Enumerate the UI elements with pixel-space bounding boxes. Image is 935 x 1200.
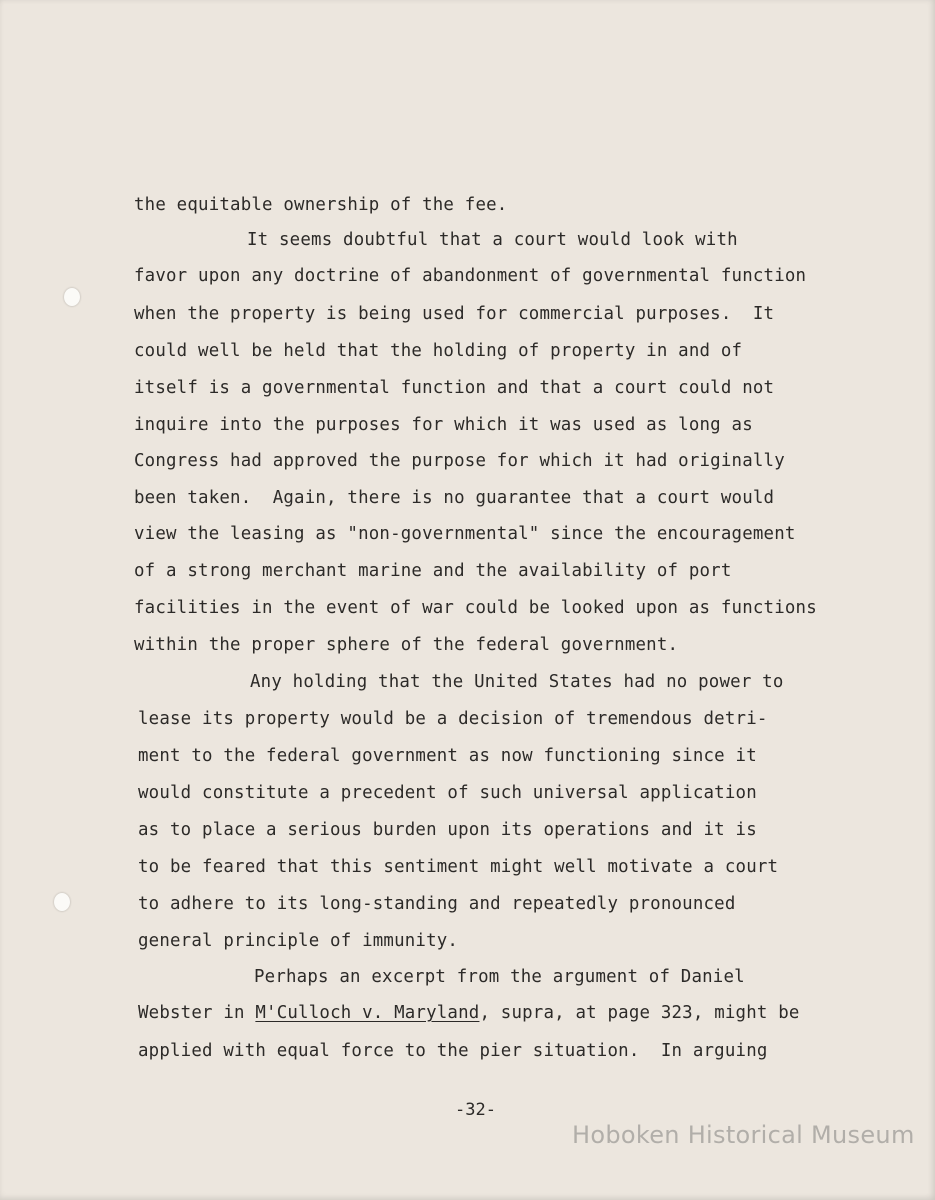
text-line: lease its property would be a decision of tremendous detri- [138,709,768,729]
text-line: would constitute a precedent of such universal application [138,783,757,803]
text-line: inquire into the purposes for which it was used as long as [134,415,753,435]
text-line: as to place a serious burden upon its operations and it is [138,820,757,840]
text-line: It seems doubtful that a court would look with [247,230,738,250]
citation-line [138,1002,800,1024]
museum-watermark: Hoboken Historical Museum [572,1121,915,1149]
text-line: of a strong merchant marine and the availability of port [134,561,732,581]
text-line: view the leasing as "non-governmental" since the encouragement [134,524,796,544]
text-line: general principle of immunity. [138,931,459,951]
text-line: within the proper sphere of the federal government. [134,635,679,655]
case-name: M'Culloch v. Maryland [255,1003,480,1023]
citation-prefix: Webster in [138,1003,256,1023]
text-line: Congress had approved the purpose for which it had originally [134,451,785,471]
text-line: when the property is being used for commercial purposes. It [134,304,775,324]
text-line: ment to the federal government as now functioning since it [138,746,757,766]
text-line: itself is a governmental function and that a court could not [134,378,775,398]
page-number: -32- [455,1100,496,1120]
text-line: to adhere to its long-standing and repeatedly pronounced [138,894,736,914]
text-line: facilities in the event of war could be looked upon as functions [134,598,817,618]
citation-suffix: , supra, at page 323, might be [479,1003,800,1023]
text-line: favor upon any doctrine of abandonment of governmental function [134,266,807,286]
text-line: been taken. Again, there is no guarantee that a court would [134,488,775,508]
text-line: to be feared that this sentiment might well motivate a court [138,857,779,877]
text-line: could well be held that the holding of property in and of [134,341,743,361]
text-line: the equitable ownership of the fee. [134,195,508,215]
text-line: applied with equal force to the pier situation. In arguing [138,1041,768,1061]
text-line: Any holding that the United States had no power to [250,672,784,692]
text-line: Perhaps an excerpt from the argument of Daniel [254,967,745,987]
